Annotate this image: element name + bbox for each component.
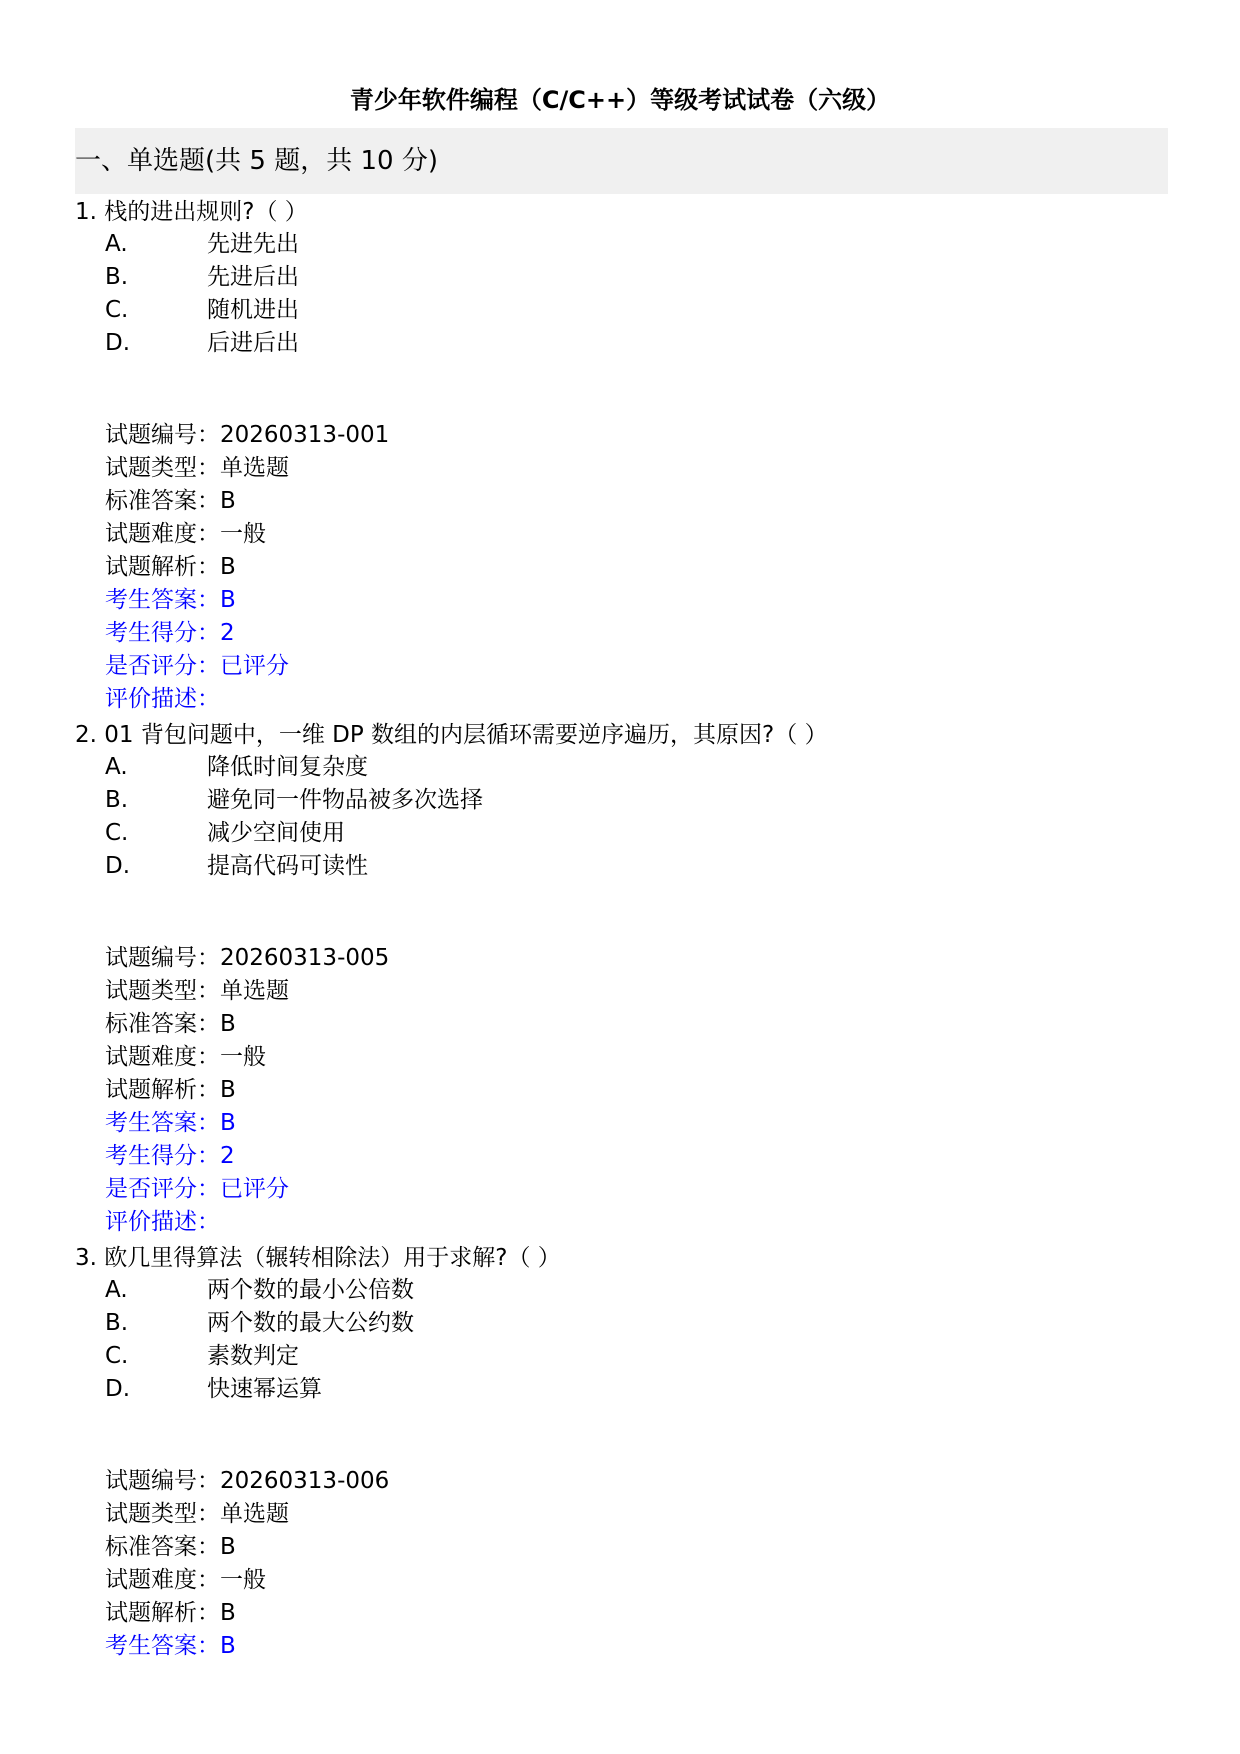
- option-letter: C.: [105, 1343, 129, 1369]
- question-text: 栈的进出规则?（ ）: [104, 199, 308, 225]
- question-2: [75, 719, 1168, 1239]
- section-header: [75, 128, 1168, 194]
- option-d: [75, 850, 1168, 883]
- section-title: 一、单选题(共 5 题，共 10 分): [75, 146, 438, 176]
- meta-examinee-score: 考生得分：2: [105, 620, 235, 646]
- question-text: 01 背包问题中，一维 DP 数组的内层循环需要逆序遍历，其原因?（ ）: [104, 722, 828, 748]
- option-text: 降低时间复杂度: [207, 754, 368, 780]
- option-letter: A.: [105, 231, 128, 257]
- meta-standard-answer: 标准答案：B: [105, 1534, 236, 1560]
- exam-title: 青少年软件编程（C/C++）等级考试试卷（六级）: [349, 86, 891, 114]
- option-letter: C.: [105, 297, 129, 323]
- meta-examinee-answer: 考生答案：B: [105, 1633, 236, 1659]
- option-a: [75, 751, 1168, 784]
- question-text: 欧几里得算法（辗转相除法）用于求解?（ ）: [104, 1245, 561, 1271]
- option-d: [75, 327, 1168, 360]
- option-a: [75, 228, 1168, 261]
- option-text: 快速幂运算: [207, 1376, 322, 1402]
- option-text: 后进后出: [207, 330, 299, 356]
- meta-analysis: 试题解析：B: [105, 1600, 236, 1626]
- question-stem: [75, 719, 1168, 751]
- option-c: [75, 294, 1168, 327]
- option-text: 减少空间使用: [207, 820, 345, 846]
- option-b: [75, 784, 1168, 817]
- meta-graded: 是否评分：已评分: [105, 1176, 289, 1202]
- meta-standard-answer: 标准答案：B: [105, 488, 236, 514]
- meta-question-id: 试题编号：20260313-005: [105, 945, 390, 971]
- meta-question-type: 试题类型：单选题: [105, 1501, 289, 1527]
- meta-examinee-answer: 考生答案：B: [105, 1110, 236, 1136]
- option-letter: D.: [105, 853, 131, 879]
- question-meta: [75, 419, 1168, 716]
- option-text: 先进后出: [207, 264, 299, 290]
- option-text: 两个数的最小公倍数: [207, 1277, 414, 1303]
- meta-evaluation: 评价描述：: [105, 686, 220, 712]
- meta-question-id: 试题编号：20260313-001: [105, 422, 390, 448]
- meta-analysis: 试题解析：B: [105, 1077, 236, 1103]
- meta-examinee-answer: 考生答案：B: [105, 587, 236, 613]
- option-text: 避免同一件物品被多次选择: [207, 787, 483, 813]
- option-letter: C.: [105, 820, 129, 846]
- option-text: 素数判定: [207, 1343, 299, 1369]
- question-number: 2.: [75, 722, 97, 748]
- meta-difficulty: 试题难度：一般: [105, 1567, 266, 1593]
- option-letter: B.: [105, 1310, 129, 1336]
- option-c: [75, 817, 1168, 850]
- option-text: 提高代码可读性: [207, 853, 368, 879]
- meta-graded: 是否评分：已评分: [105, 653, 289, 679]
- option-b: [75, 1307, 1168, 1340]
- option-letter: B.: [105, 787, 129, 813]
- meta-difficulty: 试题难度：一般: [105, 1044, 266, 1070]
- question-number: 3.: [75, 1245, 97, 1271]
- meta-difficulty: 试题难度：一般: [105, 521, 266, 547]
- question-stem: [75, 1242, 1168, 1274]
- question-meta: [75, 942, 1168, 1239]
- option-text: 两个数的最大公约数: [207, 1310, 414, 1336]
- meta-standard-answer: 标准答案：B: [105, 1011, 236, 1037]
- option-text: 随机进出: [207, 297, 299, 323]
- option-b: [75, 261, 1168, 294]
- option-c: [75, 1340, 1168, 1373]
- meta-examinee-score: 考生得分：2: [105, 1143, 235, 1169]
- meta-question-id: 试题编号：20260313-006: [105, 1468, 390, 1494]
- meta-analysis: 试题解析：B: [105, 554, 236, 580]
- meta-question-type: 试题类型：单选题: [105, 978, 289, 1004]
- question-meta: [75, 1465, 1168, 1663]
- meta-question-type: 试题类型：单选题: [105, 455, 289, 481]
- option-letter: D.: [105, 330, 131, 356]
- question-1: [75, 196, 1168, 716]
- meta-evaluation: 评价描述：: [105, 1209, 220, 1235]
- option-letter: B.: [105, 264, 129, 290]
- question-3: [75, 1242, 1168, 1663]
- option-d: [75, 1373, 1168, 1406]
- option-text: 先进先出: [207, 231, 299, 257]
- option-letter: A.: [105, 754, 128, 780]
- option-letter: A.: [105, 1277, 128, 1303]
- question-number: 1.: [75, 199, 97, 225]
- option-a: [75, 1274, 1168, 1307]
- question-stem: [75, 196, 1168, 228]
- option-letter: D.: [105, 1376, 131, 1402]
